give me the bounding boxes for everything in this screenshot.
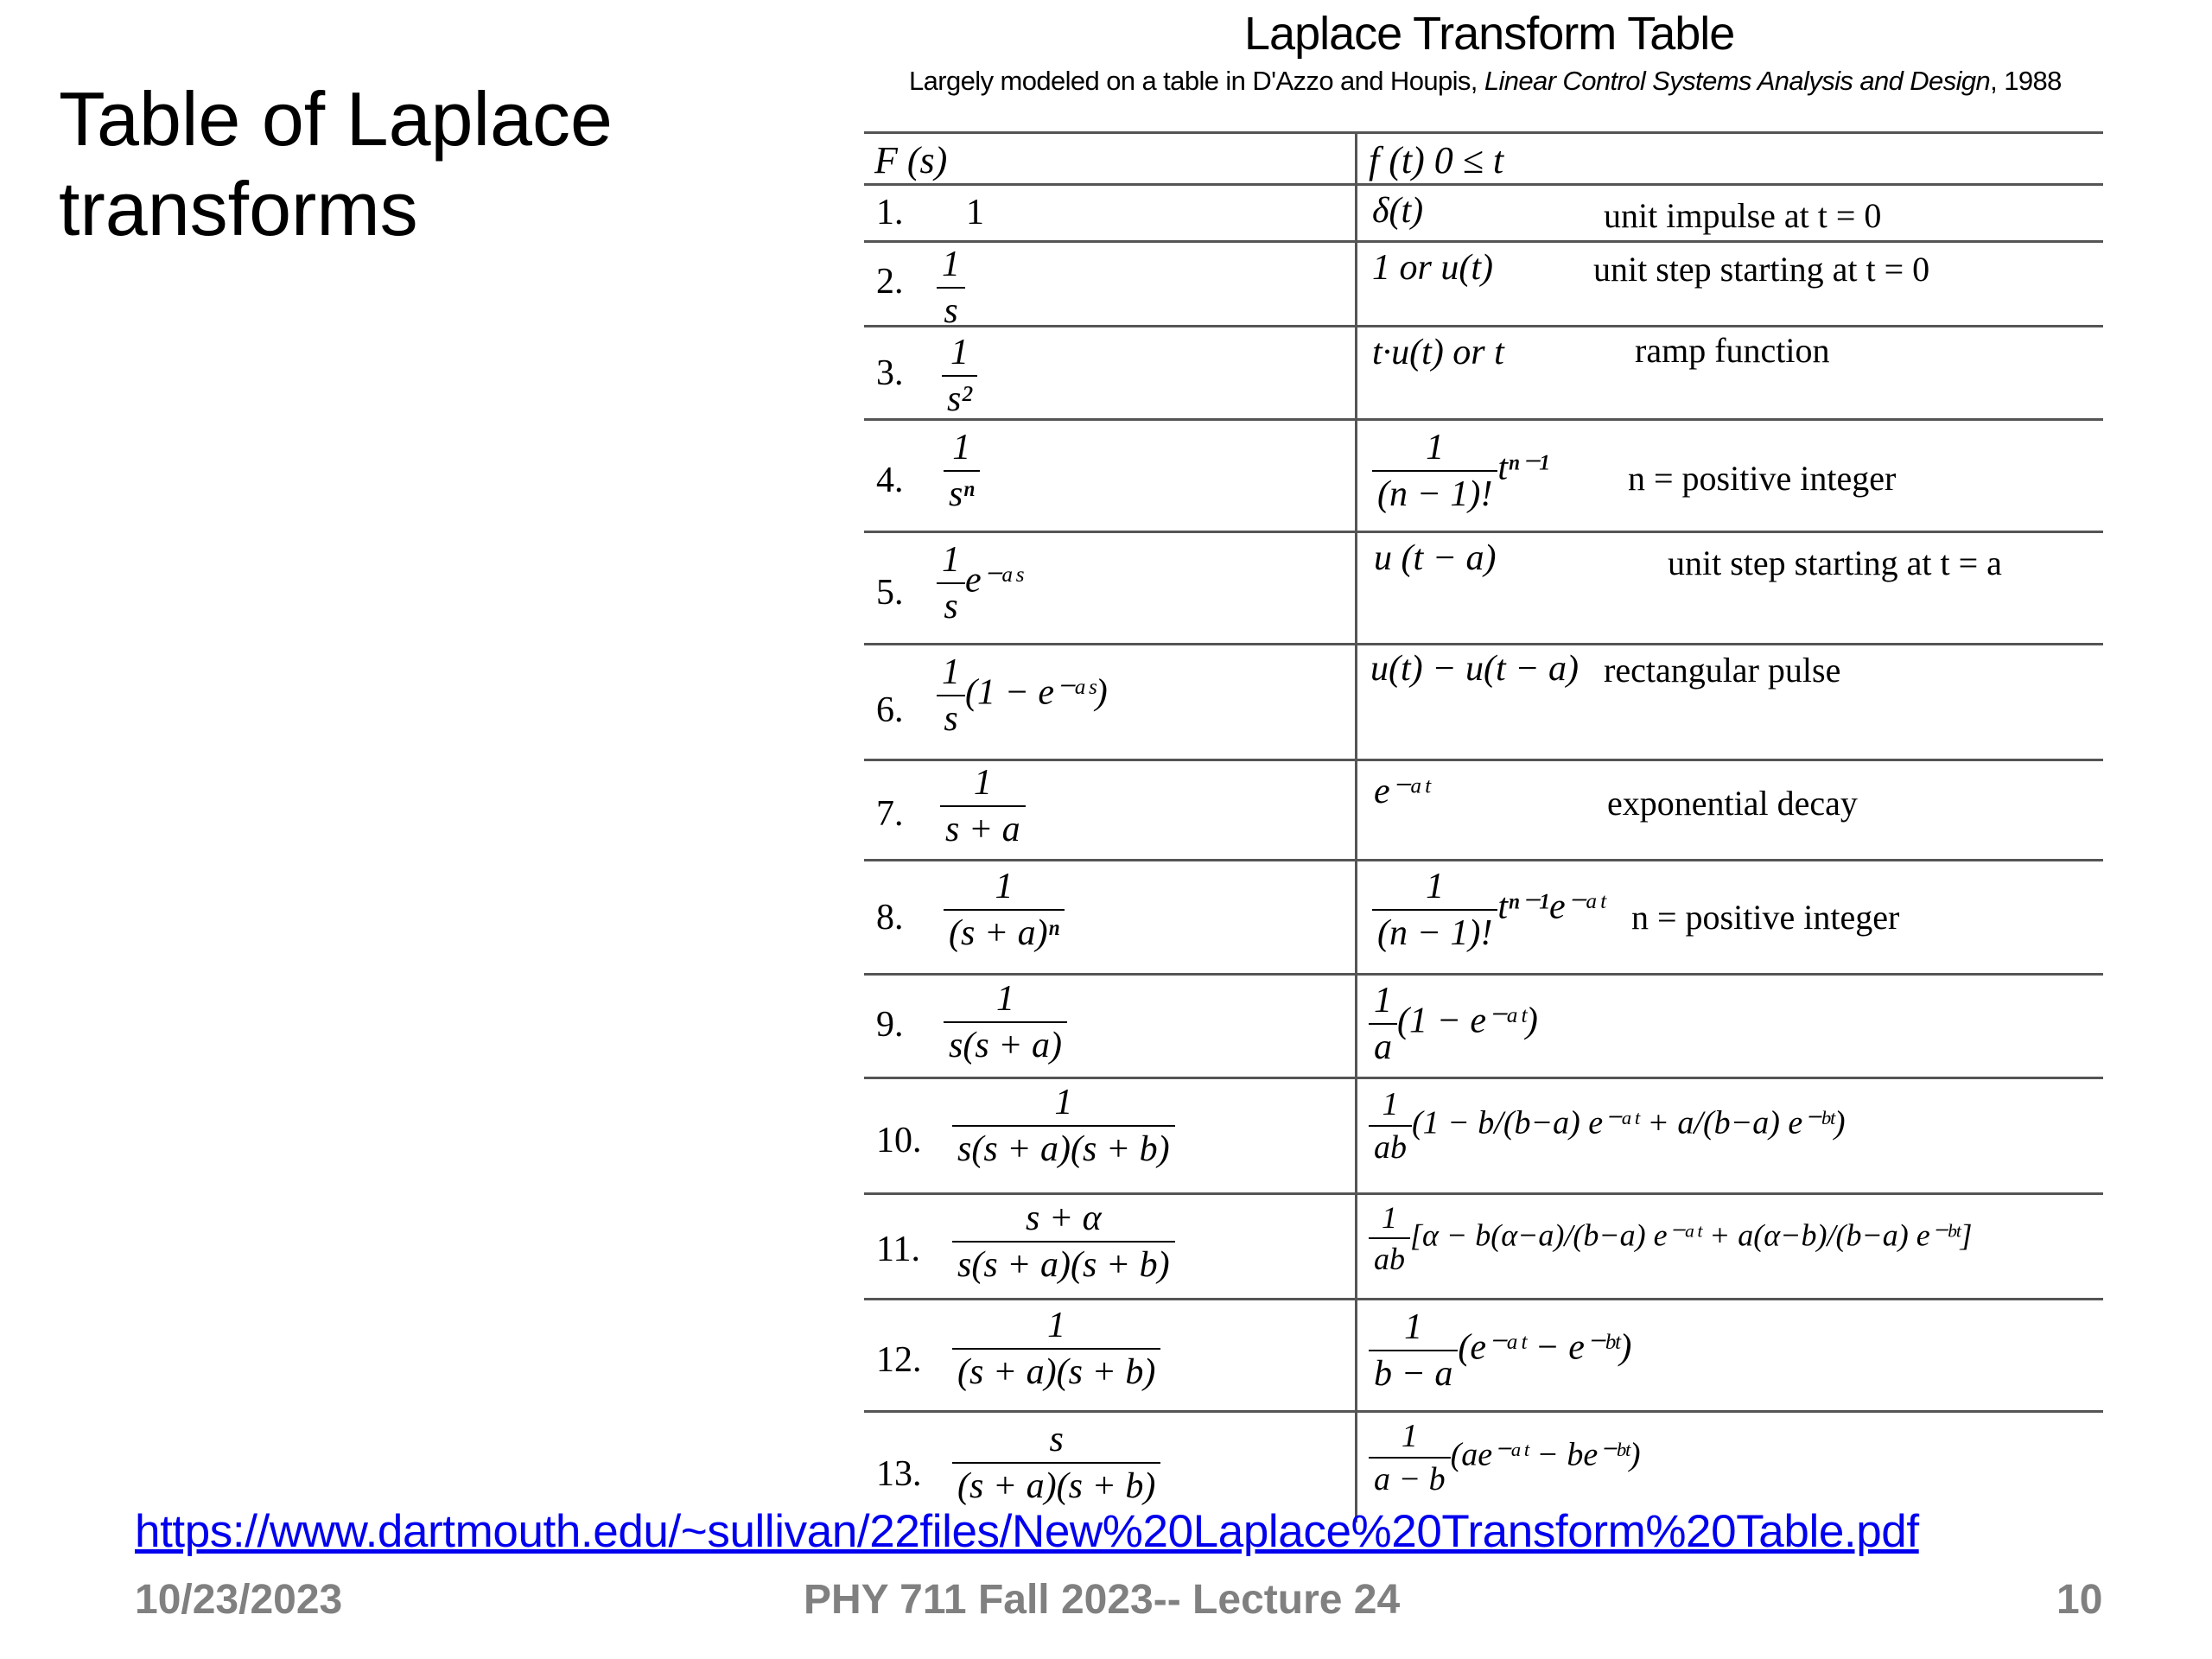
transform-F xyxy=(952,1082,1175,1170)
row-number: 3. xyxy=(876,353,904,393)
row-number: 13. xyxy=(876,1454,922,1494)
fraction-numerator: 1 xyxy=(952,428,971,467)
description: exponential decay xyxy=(1607,784,1858,823)
fraction-denominator: ab xyxy=(1374,1129,1407,1166)
fraction-numerator: 1 xyxy=(1382,1200,1397,1235)
function-tail: [α − b(α−a)/(b−a) e⁻ᵃᵗ + a(α−b)/(b−a) e⁻ᵇᵗ] xyxy=(1410,1217,1973,1253)
column-divider xyxy=(1355,131,1357,1522)
fraction-denominator: s xyxy=(944,699,958,739)
transform-F xyxy=(952,1198,1175,1286)
time-function: u (t − a) xyxy=(1374,538,1497,578)
transform-F xyxy=(942,332,977,420)
fraction-denominator: ab xyxy=(1374,1242,1405,1276)
fraction-numerator: 1 xyxy=(1426,867,1445,906)
table-rule xyxy=(864,183,2103,186)
fraction-numerator: s xyxy=(1049,1420,1064,1459)
row-number: 11. xyxy=(876,1230,920,1269)
fraction-denominator: sⁿ xyxy=(949,474,975,514)
transform-F xyxy=(937,244,965,332)
fraction-numerator: 1 xyxy=(950,333,969,372)
time-function: e⁻ᵃᵗ xyxy=(1374,772,1430,811)
table-rule xyxy=(864,1192,2103,1195)
transform-F xyxy=(937,652,1108,740)
fraction-denominator: s² xyxy=(947,379,972,419)
table-rule xyxy=(864,1410,2103,1413)
function-tail: (1 − b/(b−a) e⁻ᵃᵗ + a/(b−a) e⁻ᵇᵗ) xyxy=(1412,1104,1846,1141)
fraction-numerator: 1 xyxy=(995,867,1014,906)
function-tail: (1 − e⁻ᵃˢ) xyxy=(965,672,1108,713)
fraction-numerator: 1 xyxy=(1054,1083,1073,1122)
table-rule xyxy=(864,973,2103,976)
fraction-numerator: 1 xyxy=(996,979,1014,1019)
fraction-numerator: 1 xyxy=(942,540,960,580)
fraction-numerator: 1 xyxy=(973,763,992,803)
fraction-denominator: (n − 1)! xyxy=(1377,474,1493,514)
table-rule xyxy=(864,1077,2103,1079)
fraction-denominator: s(s + a)(s + b) xyxy=(957,1129,1170,1169)
description: n = positive integer xyxy=(1628,459,1897,498)
row-number: 12. xyxy=(876,1340,922,1380)
time-function xyxy=(1369,1417,1641,1498)
fraction-denominator: s(s + a) xyxy=(949,1026,1063,1065)
transform-F xyxy=(952,1419,1160,1507)
function-tail: e⁻ᵃˢ xyxy=(965,560,1023,601)
time-function xyxy=(1372,427,1549,515)
fraction-denominator: s + a xyxy=(945,810,1020,849)
description: unit step starting at t = a xyxy=(1668,543,2002,582)
description: rectangular pulse xyxy=(1604,651,1841,690)
row-number: 10. xyxy=(876,1121,922,1160)
fraction-denominator: s xyxy=(944,587,958,626)
fraction-numerator: 1 xyxy=(1404,1307,1423,1347)
fraction-denominator: s xyxy=(944,291,958,331)
row-number: 8. xyxy=(876,898,904,938)
table-rule xyxy=(864,131,2103,134)
row-number: 6. xyxy=(876,690,904,730)
transform-F xyxy=(940,762,1026,850)
document-title: Laplace Transform Table xyxy=(1244,8,1735,60)
fraction-denominator: a xyxy=(1374,1027,1392,1067)
subtitle-suffix: , 1988 xyxy=(1990,66,2062,96)
function-tail: (ae⁻ᵃᵗ − be⁻ᵇᵗ) xyxy=(1450,1436,1641,1473)
fraction-denominator: (s + a)(s + b) xyxy=(957,1352,1156,1392)
laplace-table xyxy=(864,131,2103,1522)
footer-course: PHY 711 Fall 2023-- Lecture 24 xyxy=(804,1577,1401,1623)
time-function xyxy=(1369,1306,1631,1395)
table-rule xyxy=(864,240,2103,243)
subtitle-book-title: Linear Control Systems Analysis and Design xyxy=(1484,66,1991,96)
time-function: δ(t) xyxy=(1372,191,1424,231)
fraction-numerator: 1 xyxy=(942,245,960,284)
transform-F xyxy=(944,427,980,515)
table-rule xyxy=(864,325,2103,327)
fraction-denominator: a − b xyxy=(1374,1461,1446,1497)
function-tail: tⁿ⁻¹ xyxy=(1497,448,1549,488)
description: unit impulse at t = 0 xyxy=(1604,196,1882,235)
fraction-numerator: 1 xyxy=(942,652,960,692)
fraction-numerator: 1 xyxy=(1426,428,1445,467)
row-number: 1. xyxy=(876,193,904,232)
table-rule xyxy=(864,859,2103,861)
time-function xyxy=(1369,1199,1972,1277)
row-number: 7. xyxy=(876,794,904,834)
time-function: 1 or u(t) xyxy=(1372,248,1493,288)
header-F: F (s) xyxy=(874,139,948,181)
time-function xyxy=(1369,1085,1846,1166)
fraction-denominator: (s + a)ⁿ xyxy=(949,913,1059,953)
subtitle-prefix: Largely modeled on a table in D'Azzo and Houpis, xyxy=(909,66,1484,96)
time-function: u(t) − u(t − a) xyxy=(1370,649,1579,689)
fraction-denominator: s(s + a)(s + b) xyxy=(957,1245,1170,1285)
footer-date: 10/23/2023 xyxy=(135,1577,343,1623)
header-f: f (t) 0 ≤ t xyxy=(1369,139,1504,181)
fraction-denominator: (n − 1)! xyxy=(1377,913,1493,953)
time-function xyxy=(1369,980,1538,1068)
row-number: 2. xyxy=(876,262,904,302)
fraction-numerator: 1 xyxy=(1382,1086,1399,1122)
function-tail: (e⁻ᵃᵗ − e⁻ᵇᵗ) xyxy=(1458,1327,1632,1368)
table-rule xyxy=(864,643,2103,645)
document-subtitle xyxy=(909,66,2062,97)
row-number: 5. xyxy=(876,573,904,613)
fraction-denominator: (s + a)(s + b) xyxy=(957,1466,1156,1506)
row-number: 9. xyxy=(876,1005,904,1045)
transform-F xyxy=(944,978,1067,1066)
transform-F xyxy=(937,539,1022,627)
description: unit step starting at t = 0 xyxy=(1593,250,1930,289)
slide-title: Table of Laplace transforms xyxy=(59,76,613,251)
transform-F xyxy=(944,866,1065,954)
fraction-numerator: 1 xyxy=(1401,1418,1418,1454)
table-rule xyxy=(864,1298,2103,1300)
row-number: 4. xyxy=(876,461,904,500)
description: ramp function xyxy=(1635,331,1830,370)
transform-F: 1 xyxy=(966,193,984,232)
table-rule xyxy=(864,531,2103,533)
time-function: t·u(t) or t xyxy=(1372,333,1504,372)
fraction-numerator: s + α xyxy=(1025,1198,1102,1238)
function-tail: (1 − e⁻ᵃᵗ) xyxy=(1397,1001,1538,1041)
transform-F xyxy=(952,1305,1160,1393)
description: n = positive integer xyxy=(1631,898,1900,937)
source-link[interactable]: https://www.dartmouth.edu/~sullivan/22files/New%20Laplace%20Transform%20Table.pdf xyxy=(135,1506,1919,1557)
footer-page-number: 10 xyxy=(2056,1577,2103,1623)
fraction-denominator: b − a xyxy=(1374,1354,1453,1394)
table-rule xyxy=(864,418,2103,421)
function-tail: tⁿ⁻¹e⁻ᵃᵗ xyxy=(1497,887,1605,927)
fraction-numerator: 1 xyxy=(1047,1306,1066,1345)
table-rule xyxy=(864,759,2103,761)
time-function xyxy=(1372,866,1605,954)
fraction-numerator: 1 xyxy=(1374,981,1392,1020)
